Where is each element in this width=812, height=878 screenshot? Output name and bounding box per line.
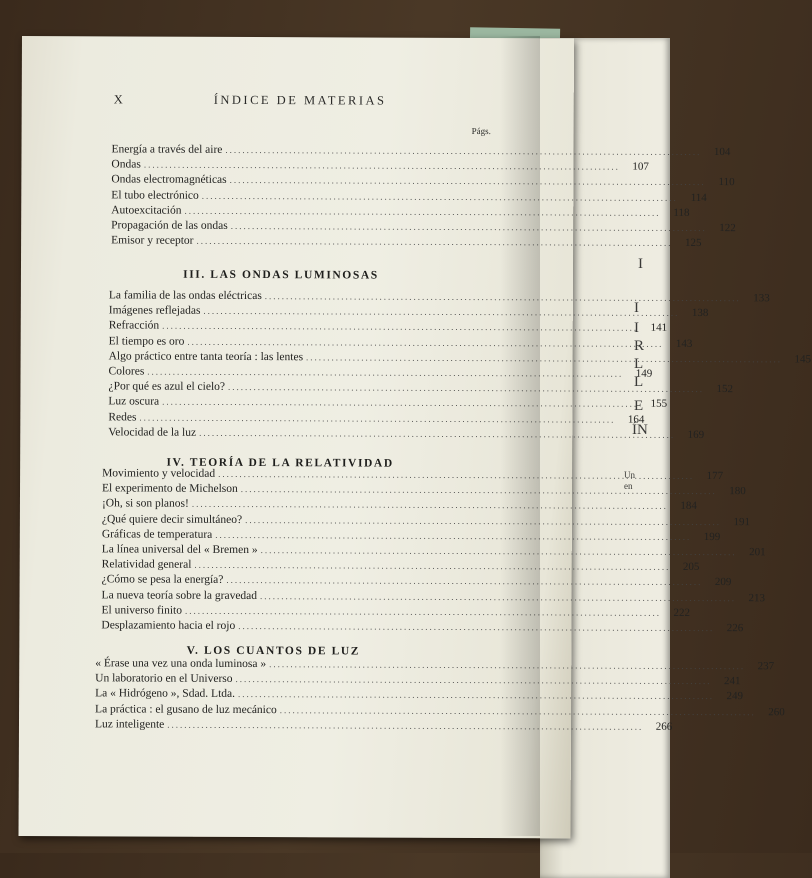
page-number: X [113,92,126,107]
leader-dots [139,410,615,426]
leader-dots [192,497,668,513]
toc-entry-title: « Érase una vez una onda luminosa » [95,657,267,671]
toc-entry [111,218,736,235]
leader-dots [162,319,638,335]
toc-entry-page: 143 [675,337,693,350]
toc-entry-title: ¿Cómo se pesa la energía? [101,573,224,587]
facing-fragment: ÍN [632,422,648,438]
facing-fragment: L [634,374,644,390]
toc-entry-page: 184 [680,500,697,513]
leader-dots [202,188,678,204]
toc-entry-page: 145 [794,353,812,366]
toc-entry-title: La práctica : el gusano de luz mecánico [95,702,277,716]
toc-entry-page: 141 [650,322,668,335]
leader-dots [147,365,623,381]
toc-entry [101,542,766,559]
toc-entry-title: Colores [108,365,145,378]
leader-dots [261,543,737,559]
leader-dots [230,173,706,189]
running-header [113,92,414,108]
leader-dots [184,204,660,220]
toc-entry-title: ¿Qué quiere decir simultáneo? [101,512,243,526]
toc-entry [101,588,766,604]
toc-entry-title: La nueva teoría sobre la gravedad [101,588,258,602]
pages-column-label: Págs. [471,125,491,137]
leader-dots [144,158,620,174]
toc-entry-title: El experimento de Michelson [102,482,238,496]
toc-entry [108,395,668,411]
leader-dots [225,143,701,159]
toc-entry-page: 201 [749,546,766,559]
toc-entry [101,497,697,513]
toc-entry-page: 205 [682,561,700,574]
toc-entry-page: 241 [723,675,741,688]
toc-entry [111,234,702,250]
toc-entry-title: Refracción [108,319,160,332]
toc-entry-title: La línea universal del « Bremen » [101,543,258,557]
leader-dots [185,604,661,620]
toc-entry-page: 222 [673,606,691,619]
facing-fragment: I [634,320,639,336]
leader-dots [199,426,675,442]
toc-entry-page: 177 [706,469,724,483]
toc-entry [108,288,770,305]
toc-entry-page: 155 [650,398,668,411]
toc-entry-page: 209 [714,576,732,589]
toc-entry-title: Velocidad de la luz [108,426,197,439]
section-title-iii: III. LAS ONDAS LUMINOSAS [183,268,379,282]
leader-dots [226,573,702,589]
toc-entry [108,410,645,426]
toc-entry-page: 237 [757,660,775,673]
toc-entry-title: Imágenes reflejadas [108,304,201,317]
toc-entry-title: Propagación de las ondas [111,219,228,232]
leader-dots [218,467,694,483]
toc-entry [101,603,691,619]
leader-dots [238,687,714,703]
toc-entry-page: 266 [655,720,673,733]
leader-dots [196,234,672,250]
leader-dots [280,703,756,719]
toc-entry [108,334,693,350]
page-title: ÍNDICE DE MATERIAS [213,92,387,108]
toc-entry-title: El universo finito [101,604,183,617]
leader-dots [245,513,721,529]
toc-entry [95,702,785,718]
toc-entry-page: 138 [691,307,709,320]
leader-dots [187,334,663,350]
toc-entry-page: 226 [726,622,744,635]
toc-entry [101,512,751,528]
facing-fragment: R [634,338,645,354]
toc-entry-page: 164 [627,413,645,426]
facing-fragment: E [634,398,644,414]
leader-dots [238,619,714,635]
toc-entry-title: Movimiento y velocidad [102,467,216,480]
toc-entry-page: 260 [768,705,785,718]
toc-entry-title: Luz oscura [108,395,160,408]
toc-entry [111,158,649,174]
toc-entry-title: La « Hidrógeno », Sdad. Ltda. [95,687,236,701]
toc-entry [95,672,741,688]
leader-dots [194,558,670,574]
leader-dots [228,380,704,396]
toc-entry-title: Emisor y receptor [111,234,194,247]
leader-dots [265,289,741,305]
section-title-v: V. LOS CUANTOS DE LUZ [186,644,361,658]
toc-entry [102,482,746,498]
facing-fragment: Un [624,470,635,480]
toc-entry-title: ¡Oh, si son planos! [101,497,189,511]
facing-fragment: I [638,256,643,272]
toc-entry-title: Algo práctico entre tanta teoría : las lentes [108,350,304,364]
toc-entry-page: 133 [753,292,770,305]
toc-entry-page: 152 [716,383,734,396]
toc-entry [101,618,744,635]
section-title-iv: IV. TEORÍA DE LA RELATIVIDAD [166,456,394,470]
toc-entry-page: 180 [729,485,746,498]
toc-entry-page: 118 [673,206,690,219]
leader-dots [241,482,717,498]
toc-entry [95,687,744,703]
toc-entry-page: 213 [748,591,766,604]
toc-entry [95,656,775,673]
toc-entry-page: 149 [635,367,653,380]
toc-entry-title: Ondas [111,158,141,171]
toc-entry-title: El tiempo es oro [108,334,185,348]
toc-entry [94,717,673,733]
facing-fragment: L [634,356,644,372]
toc-entry-page: 122 [719,222,736,235]
toc-entry-page: 199 [703,530,721,543]
toc-entry [101,573,732,589]
toc-entry [111,203,690,219]
leader-dots [167,717,643,733]
facing-fragment: en [624,481,633,491]
leader-dots [235,672,711,688]
toc-entry [101,558,700,574]
leader-dots [306,350,782,366]
toc-entry-page: 104 [713,146,731,159]
toc-entry [111,173,735,189]
toc-entry [108,304,709,320]
facing-fragment: I [634,300,639,316]
toc-entry-title: Un laboratorio en el Universo [95,672,233,686]
toc-entry [108,380,734,396]
toc-entry-page: 169 [687,428,705,441]
toc-entry-title: ¿Por qué es azul el cielo? [108,380,226,394]
toc-entry [111,188,707,204]
toc-entry-title: Desplazamiento hacia el rojo [101,619,236,632]
toc-entry-title: Luz inteligente [94,718,165,731]
toc-entry [111,142,731,159]
toc-entry-title: Ondas electromagnéticas [111,173,227,187]
toc-entry-title: La familia de las ondas eléctricas [108,289,262,303]
toc-entry [108,364,653,380]
toc-entry-page: 125 [684,237,702,250]
toc-entry [108,349,812,366]
toc-entry-page: 191 [733,515,751,528]
toc-entry-title: El tubo electrónico [111,188,199,202]
toc-entry-title: Relatividad general [101,558,192,571]
toc-entry-page: 249 [726,690,744,703]
toc-entry-page: 114 [690,191,707,204]
toc-entry-title: Redes [108,410,137,424]
toc-entry [108,319,668,335]
leader-dots [162,395,638,411]
toc-entry-page: 107 [632,160,649,173]
toc-entry-title: Energía a través del aire [111,143,223,156]
toc-entry-title: Autoexcitación [111,204,182,217]
leader-dots [203,304,679,320]
toc-entry-page: 110 [718,176,735,189]
leader-dots [260,589,736,605]
toc-entry [101,527,721,543]
toc-entry-title: Gráficas de temperatura [101,528,213,541]
book-page [19,36,812,838]
leader-dots [269,657,745,673]
leader-dots [215,528,691,544]
leader-dots [231,219,707,235]
